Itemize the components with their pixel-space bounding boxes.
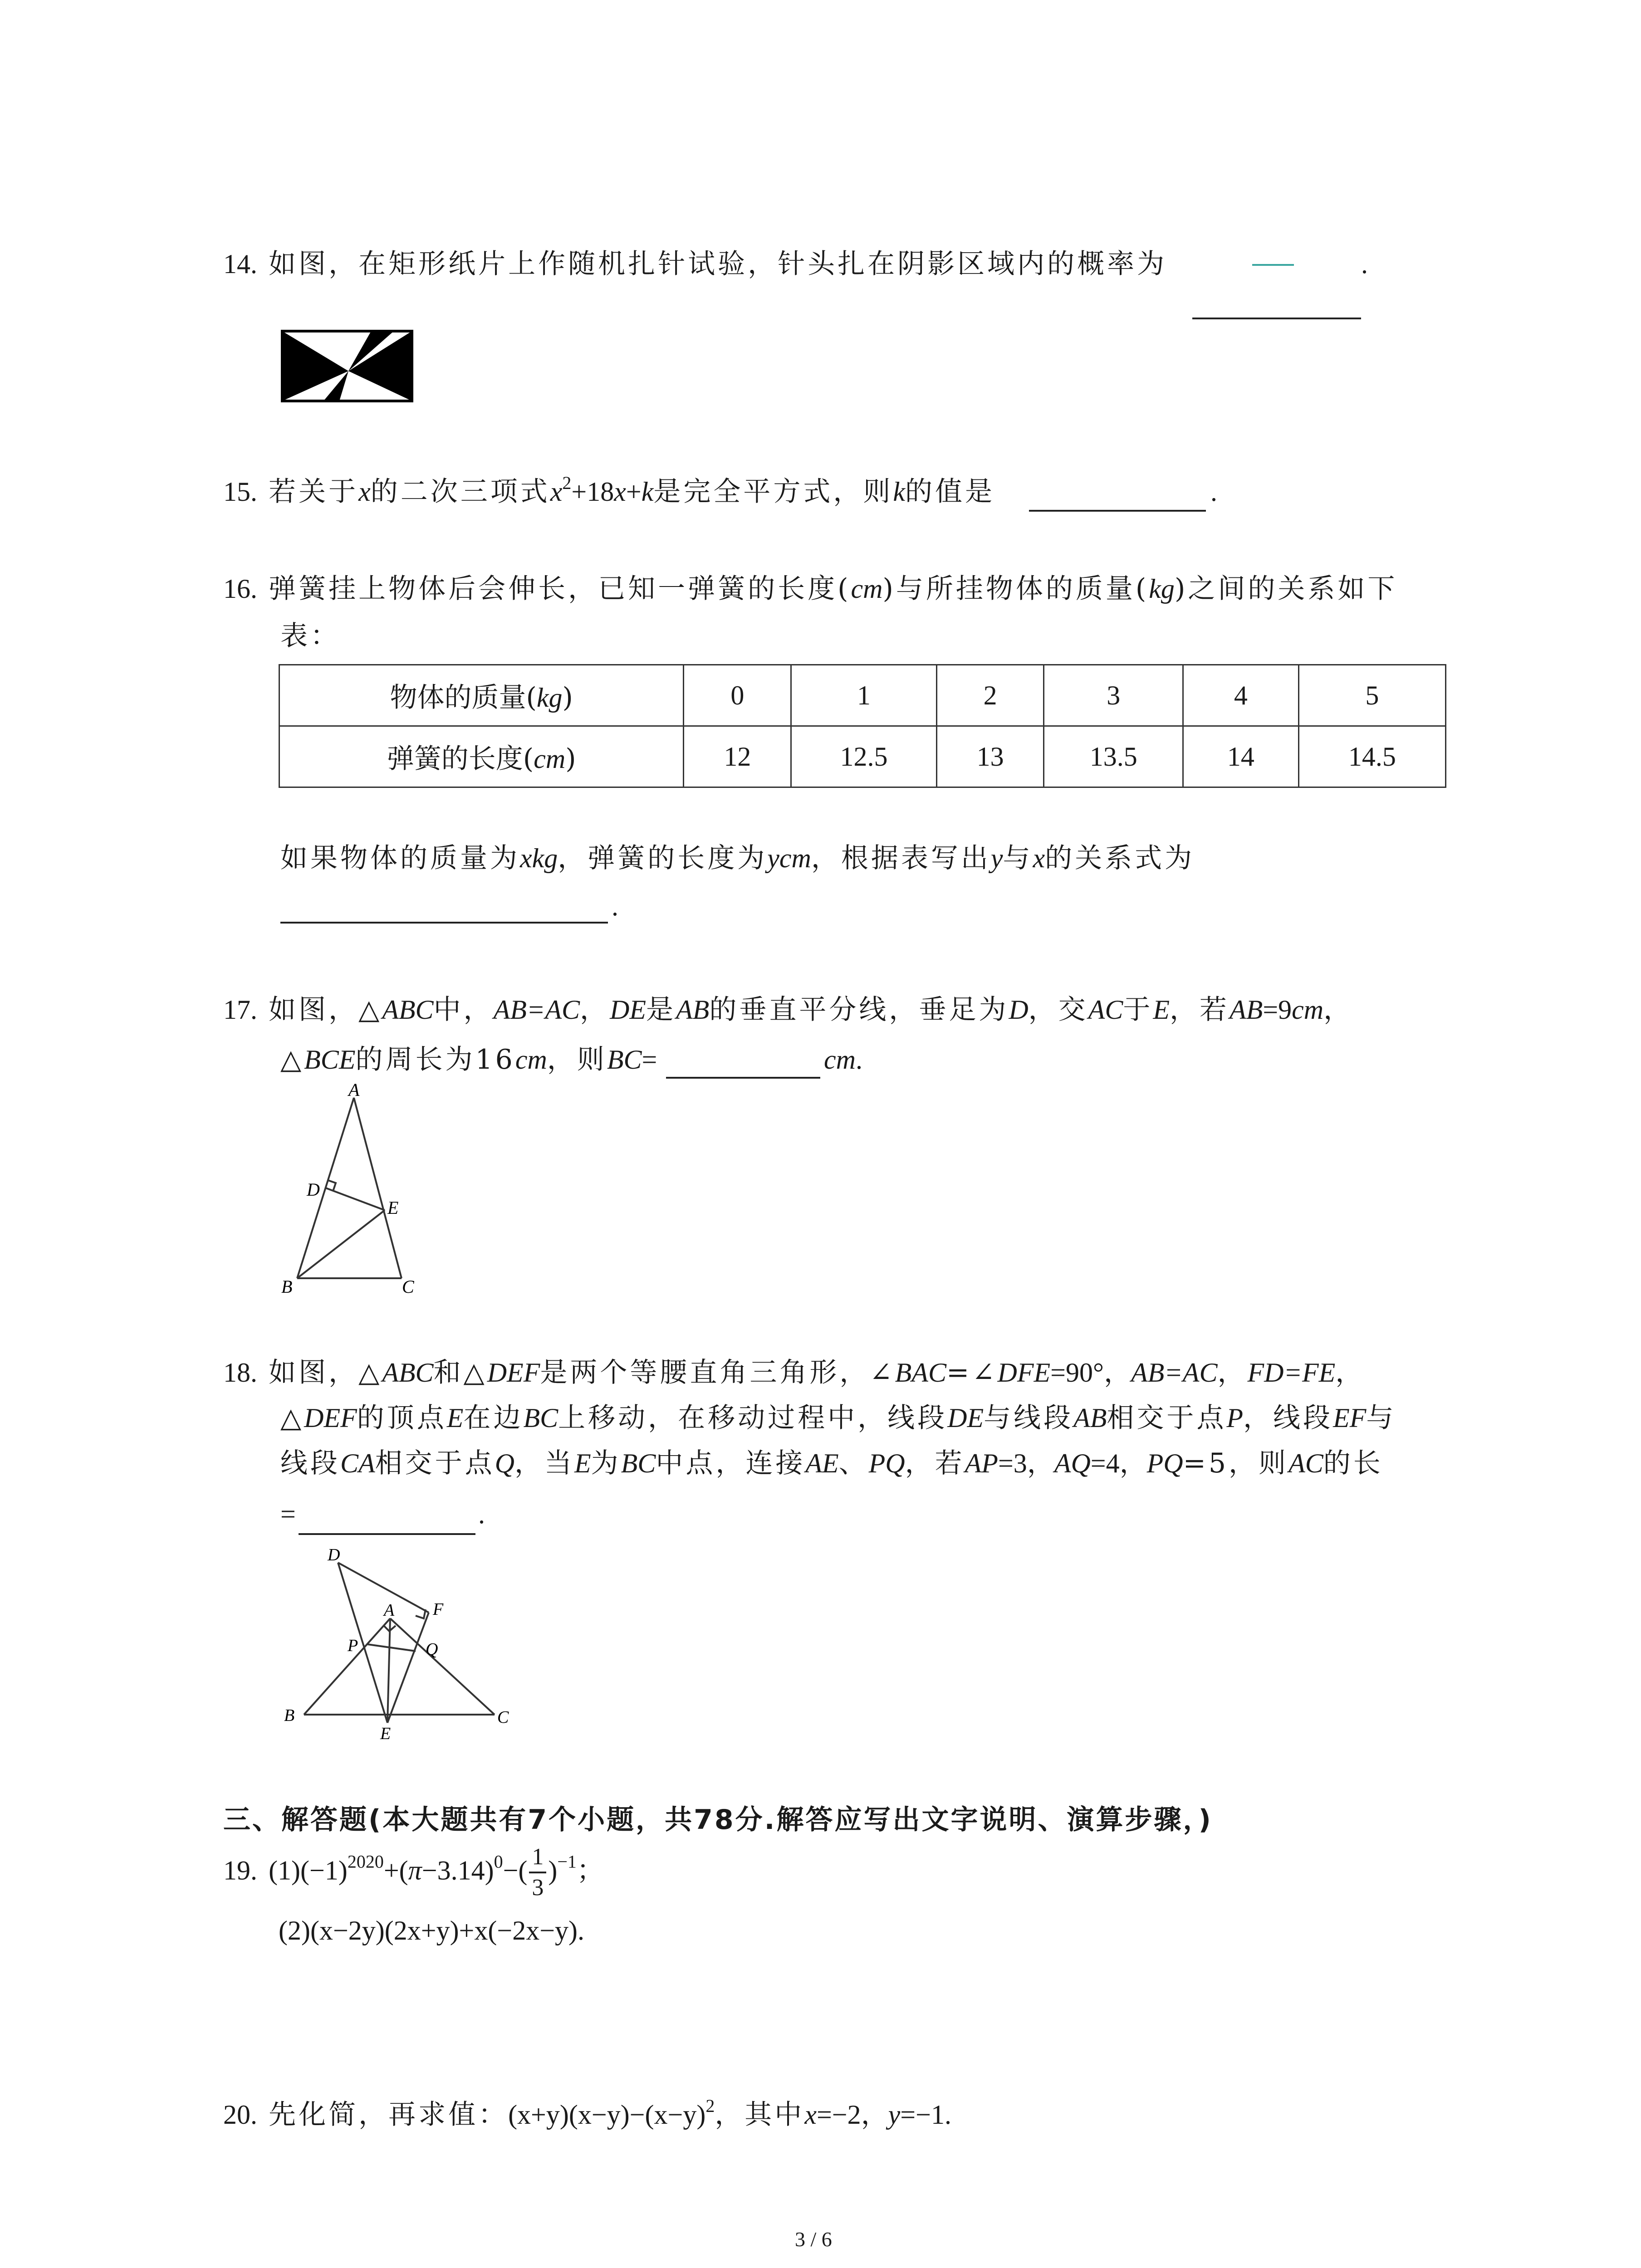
q14-teal-mark	[1252, 264, 1294, 266]
q18-label-P: P	[348, 1636, 358, 1655]
q18-segment-AE	[387, 1618, 390, 1723]
q18-label-E: E	[380, 1724, 391, 1742]
q14-body: 如图，在矩形纸片上作随机扎针试验，针头扎在阴影区域内的概率为	[269, 248, 1167, 280]
q17-triangle-figure	[272, 1080, 426, 1297]
q18-line3: 线段CA相交于点Q，当E为BC中点，连接AE、PQ，若AP=3，AQ=4，PQ=5，则AC的长	[280, 1447, 1383, 1479]
q18-side-AB	[304, 1618, 390, 1715]
q15-x: x	[358, 477, 371, 507]
q18-label-B: B	[284, 1706, 295, 1725]
q16-line2: 表：	[280, 620, 340, 652]
q15-period: .	[1210, 477, 1217, 507]
q16-length-cell: 13.5	[1044, 726, 1183, 787]
q18-label-C: C	[497, 1708, 509, 1727]
q15-t4: +	[626, 477, 642, 507]
q17-number: 17.	[223, 995, 257, 1025]
q16-number: 16.	[223, 574, 257, 604]
q15-t3: +18	[571, 477, 614, 507]
q17-answer-blank[interactable]	[666, 1077, 820, 1079]
q17-segment-BE	[297, 1210, 385, 1278]
q18-answer-blank[interactable]	[299, 1533, 475, 1535]
q14-figure-rectangle	[280, 329, 414, 403]
q17-label-D: D	[307, 1179, 320, 1200]
page-number: 3 / 6	[795, 2228, 832, 2251]
q18-label-F: F	[433, 1600, 444, 1619]
q19-part2: (2)(x−2y)(2x+y)+x(−2x−y).	[279, 1916, 585, 1945]
q18-side-EF	[387, 1613, 429, 1723]
q18-period: .	[478, 1499, 485, 1529]
q16-line1c: )之间的关系如下	[1174, 573, 1398, 605]
q18-line2: △DEF的顶点E在边BC上移动，在移动过程中，线段DE与线段AB相交于点P，线段EF与	[280, 1402, 1396, 1434]
q19-part1: 19. $(1)(-1)^{2020}+(\pi-3.14)^0-$( $\frac{1}{3}$ )$^{-1}$；	[223, 1844, 607, 1901]
q18-line1: 18. 如图，△ABC和△DEF是两个等腰直角三角形，∠BAC=∠DFE=90°，AB=AC，FD=FE，	[223, 1357, 1366, 1388]
q18-equals: =	[280, 1499, 296, 1529]
q16-length-cell: 12	[684, 726, 791, 787]
q16-cm: cm	[851, 574, 883, 604]
q15-t5: 是完全平方式，则	[653, 476, 893, 508]
q20-text: 20. 先化简，再求值：$(x+y)(x-y)-(x-y)^2$，其中x=−2，y=−1.	[223, 2096, 951, 2131]
q16-answer-blank[interactable]	[280, 922, 608, 924]
q15-x2: x	[550, 477, 563, 507]
table-row	[279, 665, 1446, 726]
q14-text	[223, 250, 1167, 278]
q19-fraction: $\frac{1}{3}$	[529, 1845, 546, 1900]
section-3-heading: 三、解答题(本大题共有7个小题，共78分.解答应写出文字说明、演算步骤，)	[223, 1804, 1213, 1836]
q16-row1-label: 物体的质量(kg)	[279, 665, 684, 726]
q16-length-cell: 14.5	[1298, 726, 1445, 787]
q18-label-D: D	[328, 1545, 340, 1564]
q20-number: 20.	[223, 2100, 257, 2130]
q15-t6: 的值是	[905, 476, 995, 508]
q16-mass-cell: 0	[684, 665, 791, 726]
q15-text	[223, 473, 995, 508]
q16-follow: 如果物体的质量为xkg，弹簧的长度为ycm，根据表写出y与x的关系式为	[280, 842, 1195, 874]
q17-segment-DE	[326, 1188, 385, 1210]
q17-label-E: E	[387, 1198, 399, 1218]
q15-x3: x	[614, 477, 626, 507]
q14-number: 14.	[223, 249, 257, 279]
q18-label-Q: Q	[426, 1640, 438, 1659]
q17-line2: △BCE的周长为16cm，则BC=	[280, 1044, 657, 1075]
q16-length-cell: 14	[1183, 726, 1299, 787]
q18-label-A: A	[384, 1601, 395, 1620]
q14-period: .	[1361, 249, 1368, 279]
q18-segment-PQ	[367, 1644, 416, 1651]
q16-mass-cell: 1	[791, 665, 936, 726]
q16-mass-cell: 5	[1298, 665, 1445, 726]
q16-length-cell: 13	[936, 726, 1044, 787]
q17-label-A: A	[348, 1080, 360, 1100]
q16-row2-label: 弹簧的长度(cm)	[279, 726, 684, 787]
q16-mass-cell: 3	[1044, 665, 1183, 726]
q16-line1a: 弹簧挂上物体后会伸长，已知一弹簧的长度(	[269, 573, 851, 605]
q17-label-C: C	[402, 1276, 414, 1297]
q15-k2: k	[893, 477, 905, 507]
q17-side-AC	[354, 1098, 402, 1278]
q18-triangle-figure	[272, 1542, 526, 1742]
q16-length-cell: 12.5	[791, 726, 936, 787]
q16-mass-cell: 4	[1183, 665, 1299, 726]
q15-answer-blank[interactable]	[1029, 510, 1206, 512]
q17-unit: cm.	[824, 1045, 862, 1075]
q17-label-B: B	[281, 1276, 293, 1297]
table-row	[279, 726, 1446, 787]
q15-t1: 若关于	[269, 476, 359, 508]
q16-kg: kg	[1149, 574, 1175, 604]
q15-exp: 2	[562, 473, 572, 493]
q18-number: 18.	[223, 1358, 257, 1388]
q15-k: k	[641, 477, 654, 507]
q17-side-AB	[297, 1098, 354, 1278]
q16-mass-cell: 2	[936, 665, 1044, 726]
q16-line1	[223, 573, 1398, 605]
q17-line1: 17. 如图，△ABC中，AB=AC，DE是AB的垂直平分线，垂足为D，交AC于E，若AB=9cm，	[223, 994, 1354, 1026]
q16-table	[279, 664, 1446, 788]
q19-number: 19.	[223, 1855, 257, 1886]
q18-side-AC	[390, 1618, 495, 1715]
q15-number: 15.	[223, 477, 257, 507]
q16-period: .	[612, 891, 618, 921]
q16-line1b: )与所挂物体的质量(	[882, 573, 1149, 605]
q14-answer-blank[interactable]	[1192, 318, 1361, 319]
q15-t2: 的二次三项式	[370, 476, 550, 508]
